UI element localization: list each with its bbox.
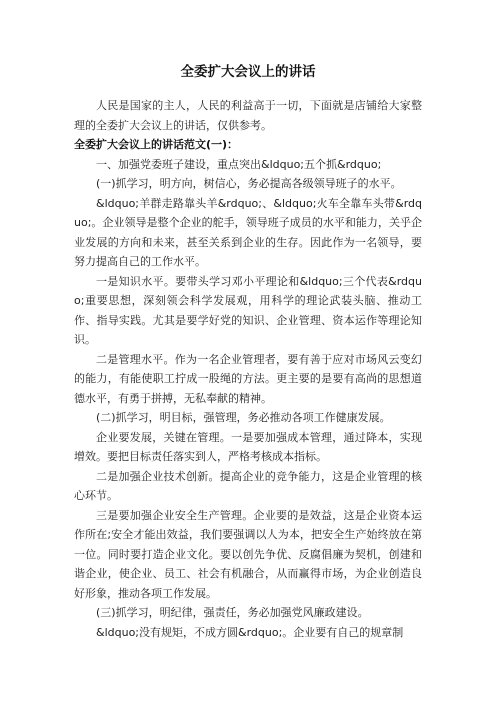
body-paragraph: &ldquo;没有规矩，不成方圆&rdquo;。企业要有自己的规章制	[96, 625, 404, 639]
body-paragraph: 二是加强企业技术创新。提高企业的竞争能力，这是企业管理的核心环节。	[74, 469, 422, 502]
body-paragraph: &ldquo;羊群走路靠头羊&rdquo;、&ldquo;火车全靠车头带&rdquo;。企业领导是整个企业的舵手，领导班子成员的水平和能力，关乎企业发展的方向和未来，甚至关系到企业的生存。因此作为一名领导，要努力提高自己的工作水平。	[74, 196, 422, 268]
body-paragraph: 三是要加强企业安全生产管理。企业要的是效益，这是企业资本运作所在;安全才能出效益，我们要强调以人为本，把安全生产始终放在第一位。同时要打造企业文化。要以创先争优、反腐倡廉为契机，创建和谐企业，使企业、员工、社会有机融合，从而赢得市场，为企业创造良好形象，推动各项工作发展。	[74, 508, 422, 600]
section-heading: 全委扩大会议上的讲话范文(一)：	[74, 138, 239, 151]
body-paragraph: (三)抓学习，明纪律，强责任，务必加强党风廉政建设。	[96, 606, 369, 619]
body-paragraph: (二)抓学习，明目标，强管理，务必推动各项工作健康发展。	[96, 411, 391, 424]
intro-paragraph: 人民是国家的主人，人民的利益高于一切，下面就是店铺给大家整理的全委扩大会议上的讲话，仅供参考。	[74, 99, 422, 132]
body-paragraph: 二是管理水平。作为一名企业管理者，要有善于应对市场风云变幻的能力，有能使职工拧成一股绳的方法。更主要的是要有高尚的思想道德水平，有勇于拼搏，无私奉献的精神。	[74, 352, 422, 405]
body-paragraph: 一、加强党委班子建设，重点突出&ldquo;五个抓&rdquo;	[96, 157, 382, 171]
body-paragraph: (一)抓学习，明方向，树信心，务必提高各级领导班子的水平。	[96, 177, 402, 190]
body-paragraph: 企业要发展，关键在管理。一是要加强成本管理，通过降本，实现增效。要把目标责任落实到人，严格考核成本指标。	[74, 430, 422, 463]
body-paragraph: 一是知识水平。要带头学习邓小平理论和&ldquo;三个代表&rdquo;重要思想，深刻领会科学发展观，用科学的理论武装头脑、推动工作、指导实践。尤其是要学好党的知识、企业管理、资本运作等理论知识。	[74, 274, 422, 346]
document-title: 全委扩大会议上的讲话	[180, 64, 316, 80]
